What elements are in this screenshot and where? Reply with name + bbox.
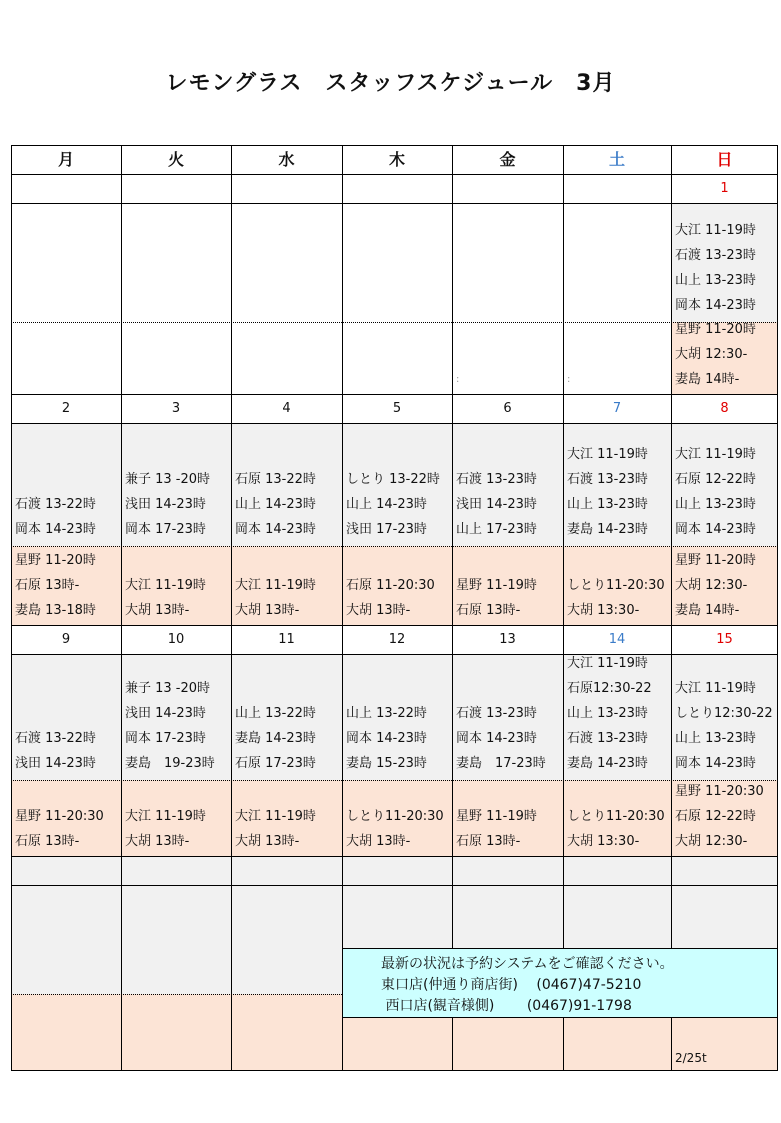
shift-entry: 大胡 12:30- [675,578,748,593]
grid-hline [11,174,778,175]
shift-entry: 大江 11-19時 [675,681,756,696]
grid-hline [11,654,778,655]
shift-entry: 石渡 13-23時 [456,472,537,487]
day-number: 7 [612,401,622,416]
shift-entry: 山上 13-23時 [567,706,648,721]
staff-shifts-upper [671,676,778,776]
day-number: 6 [503,401,512,416]
staff-shifts-upper [342,701,452,776]
grid-vline [342,145,343,1071]
shift-entry: : [567,374,571,385]
shift-entry: 大胡 12:30- [675,347,748,362]
shift-entry: 妻島 15-23時 [346,756,427,771]
staff-shifts-upper [121,467,231,542]
week4-upper-tue [121,856,231,994]
day-number: 2 [61,401,71,416]
staff-shifts-lower [121,573,231,623]
grid-vline [452,145,453,1071]
shift-entry: 石渡 13-23時 [567,472,648,487]
week1-lower-wed [231,322,342,394]
week1-lower-thu [342,322,452,394]
day-number [121,174,231,203]
staff-shifts-lower [671,548,778,623]
footer-note: 2/25t [675,1051,707,1065]
shift-entry: 大胡 13時- [235,834,300,849]
weekday-tue: 火 [167,150,184,169]
shift-entry: 星野 11-19時 [456,809,537,824]
shift-entry: 星野 11-20時 [675,322,756,337]
shift-entry: 大江 11-19時 [125,809,206,824]
day-number: 5 [392,401,402,416]
shift-entry: しとり 13-22時 [346,472,440,487]
notice-line-2: 東口店(仲通り商店街) (0467)47-5210 [381,977,642,993]
day-number [11,174,121,203]
staff-shifts-lower [342,804,452,854]
shift-entry: 石原12:30-22 [567,681,652,696]
grid-hline [11,145,778,146]
grid-vline [11,145,12,1071]
shift-entry: 星野 11-20時 [675,553,756,568]
shift-entry: 岡本 17-23時 [125,522,206,537]
grid-vline [231,145,232,1071]
day-number: 3 [171,401,181,416]
shift-entry: 石渡 13-23時 [675,248,756,263]
day-number: 10 [167,632,185,647]
shift-entry: 大胡 13時- [125,834,190,849]
staff-shifts-upper [342,467,452,542]
shift-entry: 山上 14-23時 [235,497,316,512]
shift-entry: 山上 17-23時 [456,522,537,537]
weekday-thu: 木 [388,150,405,169]
page-title: レモングラス スタッフスケジュール 3月 [165,71,616,96]
day-number [452,174,563,203]
grid-dotted-line [11,546,778,547]
staff-shifts-lower [671,779,778,854]
day-number: 1 [720,181,729,196]
shift-entry: 石渡 13-23時 [567,731,648,746]
shift-entry: 石原 13時- [456,603,521,618]
shift-entry: 山上 13-23時 [675,731,756,746]
grid-dotted-line [11,780,778,781]
shift-entry: 石原 13-22時 [235,472,316,487]
weekday-fri: 金 [499,150,516,169]
staff-shifts-lower [11,804,121,854]
shift-entry: 大胡 13時- [125,603,190,618]
shift-entry: 大胡 13時- [346,603,411,618]
shift-entry: 大江 11-19時 [675,447,756,462]
day-number [563,174,671,203]
shift-entry: 岡本 14-23時 [346,731,427,746]
weekday-sun: 日 [716,150,733,169]
shift-entry: 星野 11-19時 [456,578,537,593]
week4-lower-fri [452,1018,563,1071]
shift-entry: 星野 11-20:30 [675,784,764,799]
staff-shifts-lower [563,573,671,623]
weekday-sat: 土 [608,150,625,169]
staff-shifts-lower [452,367,563,392]
week1-lower-tue [121,322,231,394]
day-number: 9 [61,632,71,647]
shift-entry: 浅田 14-23時 [125,497,206,512]
week4-upper-fri [452,856,563,948]
shift-entry: 大胡 13時- [235,603,300,618]
shift-entry: 浅田 14-23時 [456,497,537,512]
shift-entry: 大江 11-19時 [235,578,316,593]
shift-entry: 浅田 17-23時 [346,522,427,537]
staff-shifts-upper [231,701,342,776]
notice-line-3: 西口店(観音様側) (0467)91-1798 [381,998,632,1014]
week4-upper-mon [11,856,121,994]
day-number: 8 [720,401,729,416]
day-number: 4 [282,401,291,416]
shift-entry: 石渡 13-23時 [456,706,537,721]
shift-entry: 星野 11-20時 [15,553,96,568]
staff-shifts-lower [342,573,452,623]
shift-entry: 岡本 14-23時 [675,756,756,771]
shift-entry: 妻島 14時- [675,372,740,387]
grid-vline [777,145,778,1071]
grid-hline [11,394,778,395]
shift-entry: 大胡 13時- [346,834,411,849]
shift-entry: 妻島 14-23時 [567,522,648,537]
shift-entry: 星野 11-20:30 [15,809,104,824]
weekday-mon: 月 [57,150,74,169]
shift-entry: 浅田 14-23時 [125,706,206,721]
week4-lower-thu [342,1018,452,1071]
staff-shifts-upper [563,651,671,776]
staff-shifts-lower [671,317,778,392]
shift-entry: 妻島 19-23時 [125,756,215,771]
shift-entry: 岡本 14-23時 [675,298,756,313]
weekday-wed: 水 [278,150,295,169]
staff-shifts-lower [11,548,121,623]
day-number: 13 [499,632,516,647]
week4-upper-sat [563,856,671,948]
week1-lower-mon [11,322,121,394]
grid-hline [11,625,778,626]
shift-entry: 石原 13時- [15,578,80,593]
staff-shifts-upper [121,676,231,776]
shift-entry: 大江 11-19時 [567,447,648,462]
shift-entry: 妻島 14時- [675,603,740,618]
day-number: 14 [608,632,626,647]
grid-hline [11,885,778,886]
week1-upper-mon [11,203,121,322]
notice-box [342,948,778,1018]
week4-lower-mon [11,994,121,1071]
shift-entry: 山上 13-23時 [675,273,756,288]
week4-upper-thu [342,856,452,948]
shift-entry: 兼子 13 -20時 [125,472,211,487]
shift-entry: 岡本 17-23時 [125,731,206,746]
day-number: 15 [716,632,733,647]
staff-shifts-upper [11,726,121,776]
shift-entry: 大胡 13:30- [567,834,640,849]
grid-hline [11,203,778,204]
shift-entry: 石原 11-20:30 [346,578,435,593]
shift-entry: 山上 13-23時 [567,497,648,512]
week4-lower-wed [231,994,342,1071]
shift-entry: 石原 12-22時 [675,809,756,824]
shift-entry: 石原 12-22時 [675,472,756,487]
shift-entry: 大江 11-19時 [675,223,756,238]
day-number [231,174,342,203]
grid-hline [11,1070,778,1071]
shift-entry: 大胡 13:30- [567,603,640,618]
shift-entry: しとり11-20:30 [346,809,444,824]
grid-hline [11,856,778,857]
staff-shifts-lower [563,367,671,392]
shift-entry: 山上 14-23時 [346,497,427,512]
staff-shifts-upper [231,467,342,542]
staff-shifts-upper [11,492,121,542]
shift-entry: 大江 11-19時 [235,809,316,824]
grid-hline [11,423,778,424]
day-number: 12 [388,632,406,647]
shift-entry: 兼子 13 -20時 [125,681,211,696]
shift-entry: 石原 13時- [456,834,521,849]
shift-entry: 妻島 14-23時 [567,756,648,771]
week4-lower-sat [563,1018,671,1071]
notice-line-1: 最新の状況は予約システムをご確認ください。 [381,956,674,972]
shift-entry: 大江 11-19時 [567,656,648,671]
staff-shifts-upper [671,218,778,318]
grid-vline [671,145,672,1071]
grid-vline [563,145,564,1071]
shift-entry: 浅田 14-23時 [15,756,96,771]
week4-upper-sun [671,856,778,948]
day-number [342,174,452,203]
shift-entry: 岡本 14-23時 [15,522,96,537]
shift-entry: : [456,374,460,385]
shift-entry: 山上 13-22時 [346,706,427,721]
week1-upper-fri [452,203,563,322]
staff-shifts-lower [231,573,342,623]
staff-shifts-lower [452,804,563,854]
grid-dotted-line [11,994,342,995]
staff-shifts-upper [452,467,563,542]
week1-upper-tue [121,203,231,322]
shift-entry: 岡本 14-23時 [456,731,537,746]
shift-entry: しとり11-20:30 [567,578,665,593]
grid-vline [121,145,122,1071]
shift-entry: 石渡 13-22時 [15,497,96,512]
staff-shifts-lower [231,804,342,854]
week1-upper-wed [231,203,342,322]
shift-entry: 妻島 17-23時 [456,756,546,771]
shift-entry: 山上 13-23時 [675,497,756,512]
shift-entry: 山上 13-22時 [235,706,316,721]
schedule-calendar [11,145,778,1071]
shift-entry: 大胡 12:30- [675,834,748,849]
staff-shifts-upper [563,442,671,542]
shift-entry: 妻島 13-18時 [15,603,96,618]
shift-entry: しとり11-20:30 [567,809,665,824]
shift-entry: 石原 13時- [15,834,80,849]
week4-lower-tue [121,994,231,1071]
shift-entry: 石原 17-23時 [235,756,316,771]
shift-entry: 石渡 13-22時 [15,731,96,746]
grid-dotted-line [11,322,778,323]
week1-upper-sat [563,203,671,322]
week1-upper-thu [342,203,452,322]
shift-entry: 岡本 14-23時 [675,522,756,537]
staff-shifts-upper [452,701,563,776]
staff-shifts-lower [452,573,563,623]
staff-shifts-lower [563,804,671,854]
staff-shifts-upper [671,442,778,542]
shift-entry: しとり12:30-22 [675,706,773,721]
shift-entry: 大江 11-19時 [125,578,206,593]
shift-entry: 岡本 14-23時 [235,522,316,537]
day-number: 11 [278,632,295,647]
week4-upper-wed [231,856,342,994]
staff-shifts-lower [121,804,231,854]
shift-entry: 妻島 14-23時 [235,731,316,746]
